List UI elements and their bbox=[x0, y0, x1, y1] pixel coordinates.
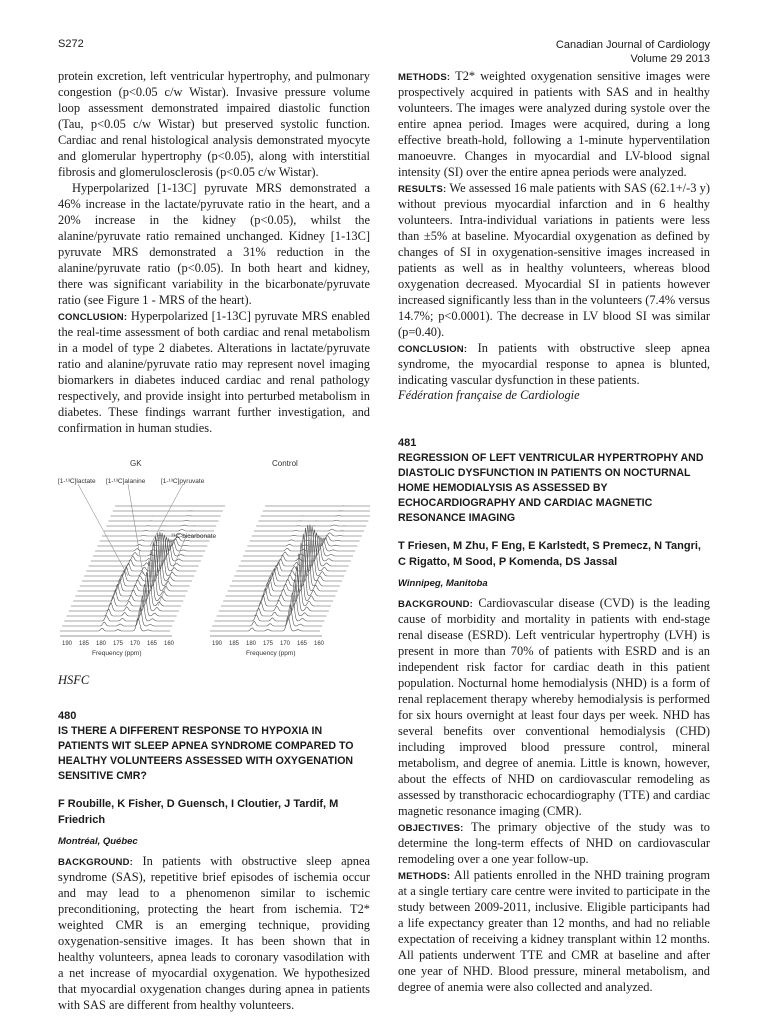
gk-panel-trace bbox=[104, 529, 214, 531]
mrs-spectra-figure bbox=[58, 456, 370, 661]
journal-volume: Volume 29 2013 bbox=[630, 53, 710, 65]
control-panel-tick-label: 175 bbox=[263, 641, 274, 647]
control-panel-trace bbox=[241, 536, 351, 561]
label-leader-line bbox=[78, 484, 128, 576]
control-panel-tick-label: 165 bbox=[297, 641, 308, 647]
abstract-481-objectives: OBJECTIVES: The primary objective of the study was to determine the long-term effects of NHD on cardiovascular remodeling over a one year follow-up. bbox=[398, 820, 710, 866]
control-panel-trace bbox=[210, 616, 320, 631]
gk-panel-tick-label: 175 bbox=[113, 641, 124, 647]
conclusion-label: CONCLUSION: bbox=[58, 312, 128, 323]
control-panel-tick-label: 170 bbox=[280, 641, 291, 647]
control-panel-trace bbox=[232, 525, 342, 581]
control-panel-trace bbox=[243, 538, 353, 557]
xlabel-left: Frequency (ppm) bbox=[92, 650, 142, 657]
panel-title-gk: GK bbox=[130, 459, 142, 468]
gk-panel-tick-label: 160 bbox=[164, 641, 175, 647]
label-alanine: [1-¹³C]alanine bbox=[106, 478, 146, 485]
results-continued-paragraph: protein excretion, left ventricular hypertrophy, and pulmonary congestion (p<0.05 c/w Wistar). Invasive pressure volume loop assessment demonstrated impaired diastolic function (Tau, p<0.05 c/w Wistar) but preserved systolic function. Cardiac and renal histological analysis demonstrated myocyte and glomerular hypertrophy (p<0.05), along with interstitial fibrosis and glomerulosclerosis (p<0.05 c/w Wistar). bbox=[58, 69, 370, 179]
spectra-plot bbox=[58, 456, 370, 661]
control-panel-trace bbox=[256, 525, 366, 526]
abstract-480-conclusion: CONCLUSION: In patients with obstructive sleep apnea syndrome, the myocardial response to apnea is blunted, indicating vascular dysfunction in these patients. bbox=[398, 341, 710, 387]
label-pyruvate: [1-¹³C]pyruvate bbox=[161, 478, 205, 485]
left-column bbox=[58, 68, 370, 1013]
control-panel-trace bbox=[214, 593, 324, 622]
xlabel-right: Frequency (ppm) bbox=[246, 650, 296, 657]
abstract-481-background: BACKGROUND: Cardiovascular disease (CVD) is the leading cause of morbidity and mortality in patients with end-stage renal disease (ESRD). Left ventricular hypertrophy (LVH) is present in more than 70% of patients with ESRD and is an independent risk factor for cardiac death in this patient population. Nocturnal home hemodialysis (NHD) is a form of renal replacement therapy whereby hemodialysis is performed for six hours overnight at least four days per week. NHD has several benefits over conventional hemodialysis (CHD) including improved blood pressure control, mineral metabolism, and degree of anemia. Little is known, however, about the effects of NHD on cardiovascular remodeling as assessed by transthoracic echocardiography (TTE) and cardiac magnetic resonance imaging (CMR). bbox=[398, 596, 710, 818]
control-panel-trace bbox=[254, 529, 364, 531]
gk-panel-trace bbox=[89, 537, 199, 566]
abstract-480-background: BACKGROUND: In patients with obstructive sleep apnea syndrome (SAS), repetitive brief episodes of ischemia occur and may lead to a phenomenon similar to ischemic preconditioning, protecting the heart from ischemia. T2* weighted CMR is an emerging technique, providing oxygenation-sensitive images. It has been shown that in healthy volunteers, apnea leads to coronary vasodilation with a net increase of myocardial oxygenation. We hypothesized that myocardial oxygenation changes during apnea in patients with SAS are different from healthy volunteers. bbox=[58, 854, 370, 1012]
background-label: BACKGROUND: bbox=[58, 857, 134, 868]
abstract-480 bbox=[58, 710, 370, 1013]
abstract-481-number: 481 bbox=[398, 437, 417, 449]
abstract-480-methods: METHODS: T2* weighted oxygenation sensitive images were prospectively acquired in patients with SAS and in healthy volunteers. The images were analyzed during systole over the entire apnea period. Images were acquired, during a long effective breath-hold, following a 1-minute hyperventilation manoeuvre. Changes in myocardial and LV-blood signal intensity (SI) over the entire apnea periods were analyzed. bbox=[398, 69, 710, 179]
gk-panel-tick-label: 190 bbox=[62, 641, 73, 647]
abstract-480-results: RESULTS: We assessed 16 male patients with SAS (62.1+/-3 y) without previous myocardial infarction and in 6 healthy volunteers. Intra-individual variations in patients were less than ±5% at baseline. Myocardial oxygenation as defined by changes of SI in oxygenation-sensitive images increased in patients as well as in healthy volunteers, whereas blood oxygenation decreased. Myocardial SI in patients however increased significantly less than in the volunteers (7.4% versus 14.7%; p<0.0001). The decrease in LV blood SI was similar (p=0.40). bbox=[398, 181, 710, 339]
control-panel-tick-label: 185 bbox=[229, 641, 240, 647]
mrs-results-paragraph: Hyperpolarized [1-13C] pyruvate MRS demonstrated a 46% increase in the lactate/pyruvate ratio in the heart, and a 20% increase in the kidney (p<0.05), whilst the alanine/pyruvate ratio remained unchanged. Kidney [1-13C] pyruvate MRS demonstrated a 31% reduction in the alanine/pyruvate ratio (p<0.05). In both heart and kidney, there was significant variability in the bicarbonate/pyruvate ratio (see Figure 1 - MRS of the heart). bbox=[58, 181, 370, 307]
journal-name: Canadian Journal of Cardiology bbox=[555, 39, 710, 51]
sponsor-hsfc: HSFC bbox=[58, 673, 90, 687]
abstract-481-location: Winnipeg, Manitoba bbox=[398, 578, 488, 589]
control-panel-tick-label: 190 bbox=[212, 641, 223, 647]
background-label: BACKGROUND: bbox=[398, 599, 474, 610]
methods-label: METHODS: bbox=[398, 871, 451, 882]
abstract-481 bbox=[398, 437, 710, 995]
label-bicarbonate: ¹³C-bicarbonate bbox=[171, 533, 217, 540]
abstract-481-methods: METHODS: All patients enrolled in the NHD training program at a single tertiary care centre were invited to participate in the study between 2009-2011, inclusive. Eligible participants had a life expectancy greater than 12 months, and had no reliable expectation of receiving a kidney transplant within 12 months. All patients underwent TTE and CMR at baseline and after one year of NHD. Blood pressure, mineral metabolism, and degree of anemia were also collected and analyzed. bbox=[398, 868, 710, 994]
control-panel-trace bbox=[225, 534, 335, 596]
abstract-480-title: IS THERE A DIFFERENT RESPONSE TO HYPOXIA IN PATIENTS WIT SLEEP APNEA SYNDROME COMPARED TO HEALTHY VOLUNTEERS ASSESSED WITH OXYGENATION SENSITIVE CMR? bbox=[58, 725, 354, 782]
objectives-label: OBJECTIVES: bbox=[398, 823, 464, 834]
abstract-481-title: REGRESSION OF LEFT VENTRICULAR HYPERTROPHY AND DIASTOLIC DYSFUNCTION IN PATIENTS ON NOCTURNAL HOME HEMODIALYSIS AS ASSESSED BY ECHOCARDIOGRAPHY AND CARDIAC MAGNETIC RESONANCE IMAGING bbox=[398, 452, 704, 524]
abstract-481-authors: T Friesen, M Zhu, F Eng, E Karlstedt, S Premecz, N Tangri, C Rigatto, M Sood, P Komenda, DS Jassal bbox=[398, 540, 701, 568]
page-number: S272 bbox=[58, 38, 84, 50]
control-panel-trace bbox=[245, 538, 355, 551]
methods-label: METHODS: bbox=[398, 72, 451, 83]
gk-panel-trace bbox=[62, 608, 172, 626]
abstract-480-location: Montréal, Québec bbox=[58, 836, 138, 847]
gk-panel-tick-label: 180 bbox=[96, 641, 107, 647]
gk-panel-tick-label: 185 bbox=[79, 641, 90, 647]
label-lactate: [1-¹³C]lactate bbox=[58, 478, 96, 485]
conclusion-text: Hyperpolarized [1-13C] pyruvate MRS enabled the real-time assessment of both cardiac and renal metabolism in a model of type 2 diabetes. Alterations in lactate/pyruvate ratio and alanine/pyruvate ratio may represent novel imaging biomarkers in diabetes induced cardiac and renal pathology respectively, and provide insight into perturbed metabolism in diabetes. These findings warrant further investigation, and confirmation in human studies. bbox=[58, 309, 370, 435]
abstract-480-authors: F Roubille, K Fisher, D Guensch, I Cloutier, J Tardif, M Friedrich bbox=[58, 798, 339, 826]
results-label: RESULTS: bbox=[398, 184, 447, 195]
control-panel-trace bbox=[230, 525, 340, 586]
conclusion-label: CONCLUSION: bbox=[398, 344, 468, 355]
gk-panel-trace bbox=[60, 618, 170, 631]
control-panel-trace bbox=[258, 521, 368, 522]
journal-header bbox=[450, 38, 710, 66]
abstract-480-number: 480 bbox=[58, 710, 77, 722]
abstract-480-sponsor: Fédération française de Cardiologie bbox=[398, 388, 580, 402]
right-column bbox=[398, 68, 710, 995]
conclusion-paragraph bbox=[58, 308, 370, 436]
panel-title-control: Control bbox=[272, 459, 298, 468]
gk-panel-tick-label: 170 bbox=[130, 641, 141, 647]
control-panel-tick-label: 180 bbox=[246, 641, 257, 647]
gk-panel-tick-label: 165 bbox=[147, 641, 158, 647]
control-panel-tick-label: 160 bbox=[314, 641, 325, 647]
